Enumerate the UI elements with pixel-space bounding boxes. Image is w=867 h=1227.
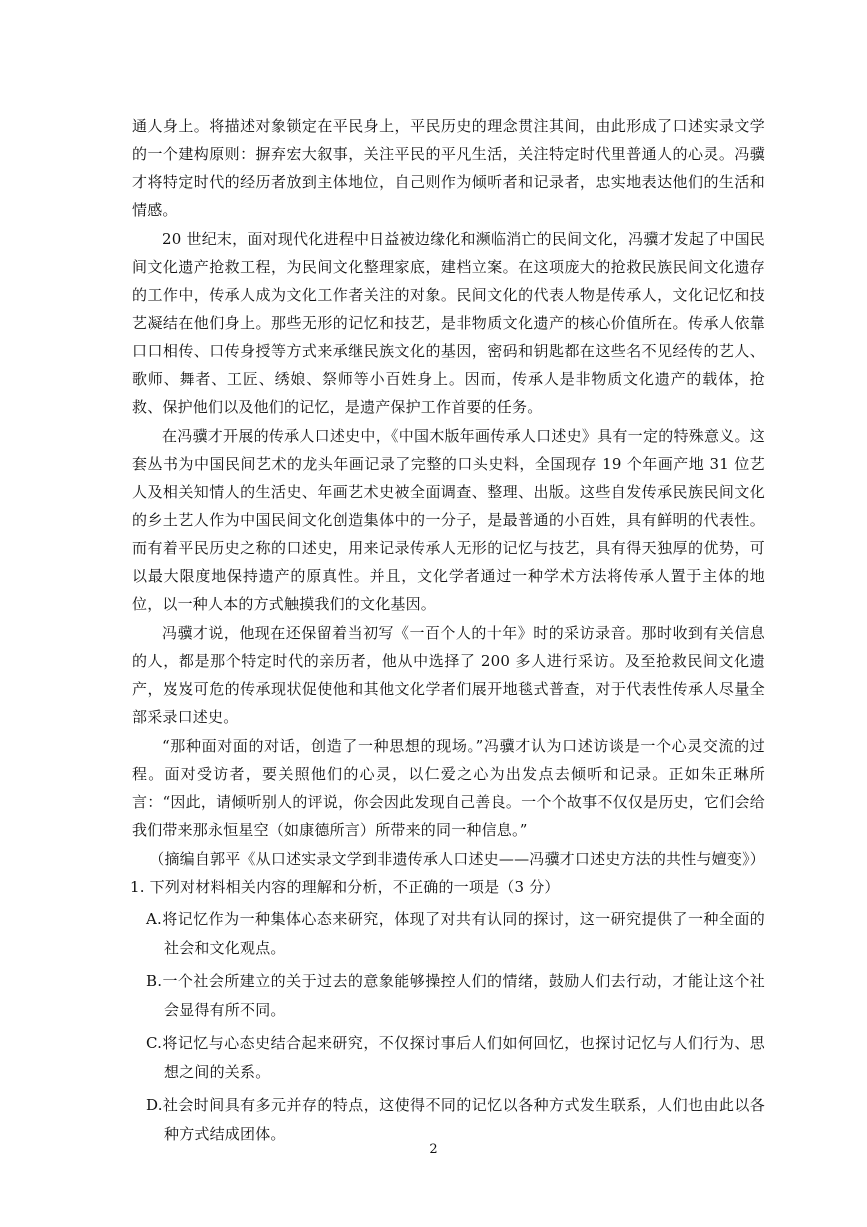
question-stem: 1. 下列对材料相关内容的理解和分析，不正确的一项是（3 分） [130,878,560,896]
option-b [132,963,765,1025]
option-a [132,901,765,963]
page-number: 2 [429,1142,438,1157]
source-citation: （摘编自郭平《从口述实录文学到非遗传承人口述史——冯骥才口述史方法的共性与嬗变》） [149,850,765,868]
option-c [132,1025,765,1087]
paragraph-1: 通人身上。将描述对象锁定在平民身上，平民历史的理念贯注其间，由此形成了口述实录文学的一个建构原则：摒弃宏大叙事，关注平民的平凡生活，关注特定时代里普通人的心灵。冯骥才将特定时代的经历者放到主体地位，自己则作为倾听者和记录者，忠实地表达他们的生活和情感。 [132,117,765,219]
option-b-text: 一个社会所建立的关于过去的意象能够操控人们的情绪，鼓励人们去行动，才能让这个社会显得有所不同。 [162,972,765,1019]
paragraph-5: “那种面对面的对话，创造了一种思想的现场。”冯骥才认为口述访谈是一个心灵交流的过程。面对受访者，要关照他们的心灵，以仁爱之心为出发点去倾听和记录。正如朱正琳所言：“因此，请倾听别人的评说，你会因此发现自己善良。一个个故事不仅仅是历史，它们会给我们带来那永恒星空（如康德所言）所带来的同一种信息。” [132,737,765,839]
option-d-text: 社会时间具有多元并存的特点，这使得不同的记忆以各种方式发生联系，人们也由此以各种方式结成团体。 [162,1096,765,1143]
option-c-text: 将记忆与心态史结合起来研究，不仅探讨事后人们如何回忆，也探讨记忆与人们行为、思想之间的关系。 [162,1034,765,1081]
option-d-letter: D. [146,1096,163,1114]
option-b-letter: B. [146,972,163,990]
option-a-letter: A. [146,910,163,928]
option-d [132,1087,765,1149]
paragraph-4: 冯骥才说，他现在还保留着当初写《一百个人的十年》时的采访录音。那时收到有关信息的人，都是那个特定时代的亲历者，他从中选择了 200 多人进行采访。及至抢救民间文化遗产，岌岌可危的传承现状促使他和其他文化学者们展开地毯式普查，对于代表性传承人尽量全部采录口述史。 [132,624,765,726]
paragraph-2: 20 世纪末，面对现代化进程中日益被边缘化和濒临消亡的民间文化，冯骥才发起了中国民间文化遗产抢救工程，为民间文化整理家底，建档立案。在这项庞大的抢救民族民间文化遗存的工作中，传承人成为文化工作者关注的对象。民间文化的代表人物是传承人，文化记忆和技艺凝结在他们身上。那些无形的记忆和技艺，是非物质文化遗产的核心价值所在。传承人依靠口口相传、口传身授等方式来承继民族文化的基因，密码和钥匙都在这些名不见经传的艺人、歌师、舞者、工匠、绣娘、祭师等小百姓身上。因而，传承人是非物质文化遗产的载体，抢救、保护他们以及他们的记忆，是遗产保护工作首要的任务。 [132,230,765,416]
option-a-text: 将记忆作为一种集体心态来研究，体现了对共有认同的探讨，这一研究提供了一种全面的社会和文化观点。 [162,910,765,957]
document-body [132,112,765,1149]
paragraph-3: 在冯骥才开展的传承人口述史中，《中国木版年画传承人口述史》具有一定的特殊意义。这套丛书为中国民间艺术的龙头年画记录了完整的口头史料，全国现存 19 个年画产地 31 位艺人及相关知情人的生活史、年画艺术史被全面调查、整理、出版。这些自发传承民族民间文化的乡土艺人作为中国民间文化创造集体中的一分子，是最普通的小百姓，具有鲜明的代表性。而有着平民历史之称的口述史，用来记录传承人无形的记忆与技艺，具有得天独厚的优势，可以最大限度地保持遗产的原真性。并且，文化学者通过一种学术方法将传承人置于主体的地位，以一种人本的方式触摸我们的文化基因。 [132,427,765,613]
option-c-letter: C. [146,1034,163,1052]
